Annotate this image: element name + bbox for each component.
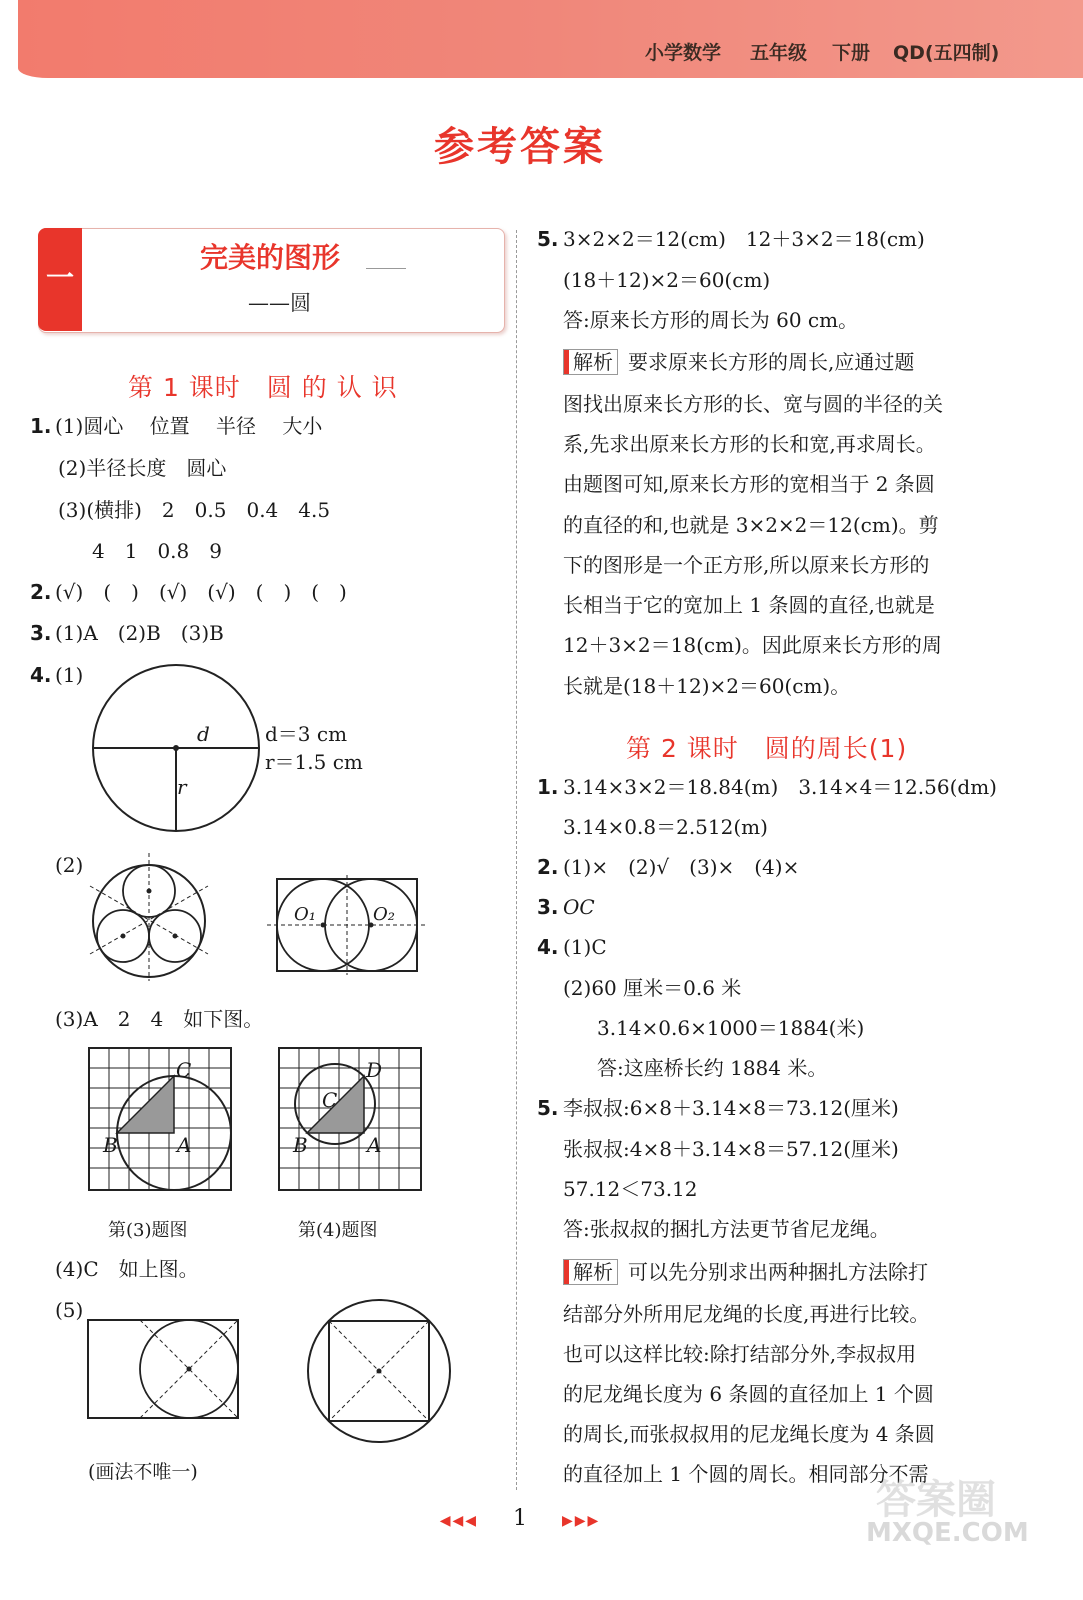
q1-line3: (3)(横排) 2 0.5 0.4 4.5 (58, 498, 331, 522)
d-value: d＝3 cm (265, 722, 348, 746)
l2-q5-line2: 张叔叔:4×8＋3.14×8＝57.12(厘米) (563, 1137, 899, 1161)
r-q5-analysis-line-3: 由题图可知,原来长方形的宽相当于 2 条圆 (563, 472, 935, 496)
r-q5-analysis-line-1: 图找出原来长方形的长、宽与圆的半径的关 (563, 392, 943, 416)
r-value: r＝1.5 cm (265, 750, 363, 774)
r-q5-line1: 3×2×2＝12(cm) 12＋3×2＝18(cm) (563, 227, 925, 251)
q4-part1: (1) (55, 663, 84, 687)
grid3-label-b: B (103, 1133, 118, 1157)
r-q5-analysis-line-8: 长就是(18＋12)×2＝60(cm)。 (563, 674, 851, 698)
r-q5-analysis-line-7: 12＋3×2＝18(cm)。因此原来长方形的周 (563, 633, 942, 657)
caption-figure-4: 第(4)题图 (298, 1220, 378, 1241)
figure-two-circles-rect (267, 875, 427, 975)
q1-line2: (2)半径长度 圆心 (58, 456, 227, 480)
lesson1-title: 第 1 课时 圆 的 认 识 (128, 373, 398, 402)
chapter-title-underline (366, 268, 406, 269)
label-r: r (177, 775, 187, 799)
prev-arrows-icon: ◀◀◀ (439, 1513, 478, 1529)
header-edition: QD(五四制) (893, 42, 1000, 64)
page-number: 1 (513, 1506, 527, 1531)
l2-q5-analysis-line-2: 也可以这样比较:除打结部分外,李叔叔用 (563, 1342, 917, 1366)
q4-part3: (3)A 2 4 如下图。 (55, 1007, 264, 1031)
l2-q4-line4: 答:这座桥长约 1884 米。 (597, 1056, 828, 1080)
r-q5-line3: 答:原来长方形的周长为 60 cm。 (563, 308, 859, 332)
grid4-label-b: B (293, 1133, 308, 1157)
r-q5-number: 5. (537, 227, 559, 251)
q1-line1: (1)圆心 位置 半径 大小 (55, 414, 323, 438)
r-q5-line2: (18＋12)×2＝60(cm) (563, 268, 771, 292)
watermark-logo: 答案圈 (876, 1477, 996, 1523)
grid-figure-4 (279, 1048, 423, 1192)
label-o2: O₂ (373, 904, 395, 925)
l2-q5-analysis-line-4: 的周长,而张叔叔用的尼龙绳长度为 4 条圆 (563, 1422, 935, 1446)
l2-q4-line2: (2)60 厘米＝0.6 米 (563, 976, 742, 1000)
grid4-label-a: A (367, 1133, 382, 1157)
caption-figure-3: 第(3)题图 (108, 1220, 188, 1241)
grid4-label-c: C (322, 1088, 338, 1112)
l2-q3-text: OC (563, 895, 595, 919)
grid3-label-a: A (177, 1133, 192, 1157)
column-divider (516, 230, 517, 1490)
l2-q5-analysis-line-5: 的直径加上 1 个圆的周长。相同部分不需 (563, 1462, 929, 1486)
chapter-number: 一 (38, 228, 82, 331)
l2-q5-number: 5. (537, 1096, 559, 1120)
page-title: 参考答案 (434, 124, 606, 170)
q4-number: 4. (30, 663, 52, 687)
chapter-subtitle: ——圆 (248, 291, 311, 315)
figure-rect-circle (86, 1318, 241, 1420)
l2-q4-line1: (1)C (563, 935, 607, 959)
header-subject: 小学数学 (645, 42, 722, 64)
lesson2-title: 第 2 课时 圆的周长(1) (626, 734, 908, 763)
q4-part4: (4)C 如上图。 (55, 1257, 199, 1281)
l2-q5-line4: 答:张叔叔的捆扎方法更节省尼龙绳。 (563, 1217, 890, 1241)
chapter-title: 完美的图形 (200, 241, 341, 274)
grid-figure-3 (89, 1048, 233, 1192)
r-q5-analysis-line-4: 的直径的和,也就是 3×2×2＝12(cm)。剪 (563, 513, 939, 537)
l2-q5-analysis-line-1: 结部分外所用尼龙绳的长度,再进行比较。 (563, 1302, 930, 1326)
l2-q5-analysis-line-0: 解析 可以先分别求出两种捆扎方法除打 (563, 1259, 928, 1285)
l2-q5-line3: 57.12＜73.12 (563, 1177, 698, 1201)
r-q5-analysis-line-6: 长相当于它的宽加上 1 条圆的直径,也就是 (563, 593, 935, 617)
l2-q5-analysis-line-3: 的尼龙绳长度为 6 条圆的直径加上 1 个圆 (563, 1382, 934, 1406)
l2-q3-number: 3. (537, 895, 559, 919)
label-d: d (197, 722, 210, 746)
analysis-tag-2: 解析 (563, 1259, 618, 1285)
header-volume: 下册 (832, 42, 871, 64)
figure-circle-diameter (90, 665, 270, 835)
l2-q1-number: 1. (537, 775, 559, 799)
drawing-note: (画法不唯一) (88, 1461, 198, 1483)
grid3-label-c: C (176, 1058, 192, 1082)
figure-circle-square (306, 1298, 452, 1444)
grid4-label-d: D (366, 1058, 383, 1082)
figure-three-circles (88, 853, 213, 981)
l2-q5-line1: 李叔叔:6×8＋3.14×8＝73.12(厘米) (563, 1096, 899, 1120)
l2-q2-number: 2. (537, 855, 559, 879)
watermark-site: MXQE.COM (866, 1518, 1029, 1548)
header-grade: 五年级 (750, 42, 808, 64)
l2-q4-line3: 3.14×0.6×1000＝1884(米) (597, 1016, 865, 1040)
q1-number: 1. (30, 414, 52, 438)
q4-part5: (5) (55, 1298, 84, 1322)
r-q5-analysis-line-0: 解析 要求原来长方形的周长,应通过题 (563, 349, 914, 375)
analysis-tag: 解析 (563, 349, 618, 375)
q4-part2: (2) (55, 853, 84, 877)
l2-q4-number: 4. (537, 935, 559, 959)
q3-number: 3. (30, 621, 52, 645)
l2-q1-line1: 3.14×3×2＝18.84(m) 3.14×4＝12.56(dm) (563, 775, 997, 799)
q2-number: 2. (30, 580, 52, 604)
r-q5-analysis-line-5: 下的图形是一个正方形,所以原来长方形的 (563, 553, 930, 577)
q3-text: (1)A (2)B (3)B (55, 621, 224, 645)
label-o1: O₁ (294, 904, 316, 925)
next-arrows-icon: ▶▶▶ (562, 1513, 601, 1529)
l2-q2-text: (1)× (2)√ (3)× (4)× (563, 855, 800, 879)
l2-q1-line2: 3.14×0.8＝2.512(m) (563, 815, 768, 839)
r-q5-analysis-line-2: 系,先求出原来长方形的长和宽,再求周长。 (563, 432, 936, 456)
q1-line4: 4 1 0.8 9 (92, 539, 222, 563)
q2-text: (√) ( ) (√) (√) ( ) ( ) (55, 580, 347, 604)
